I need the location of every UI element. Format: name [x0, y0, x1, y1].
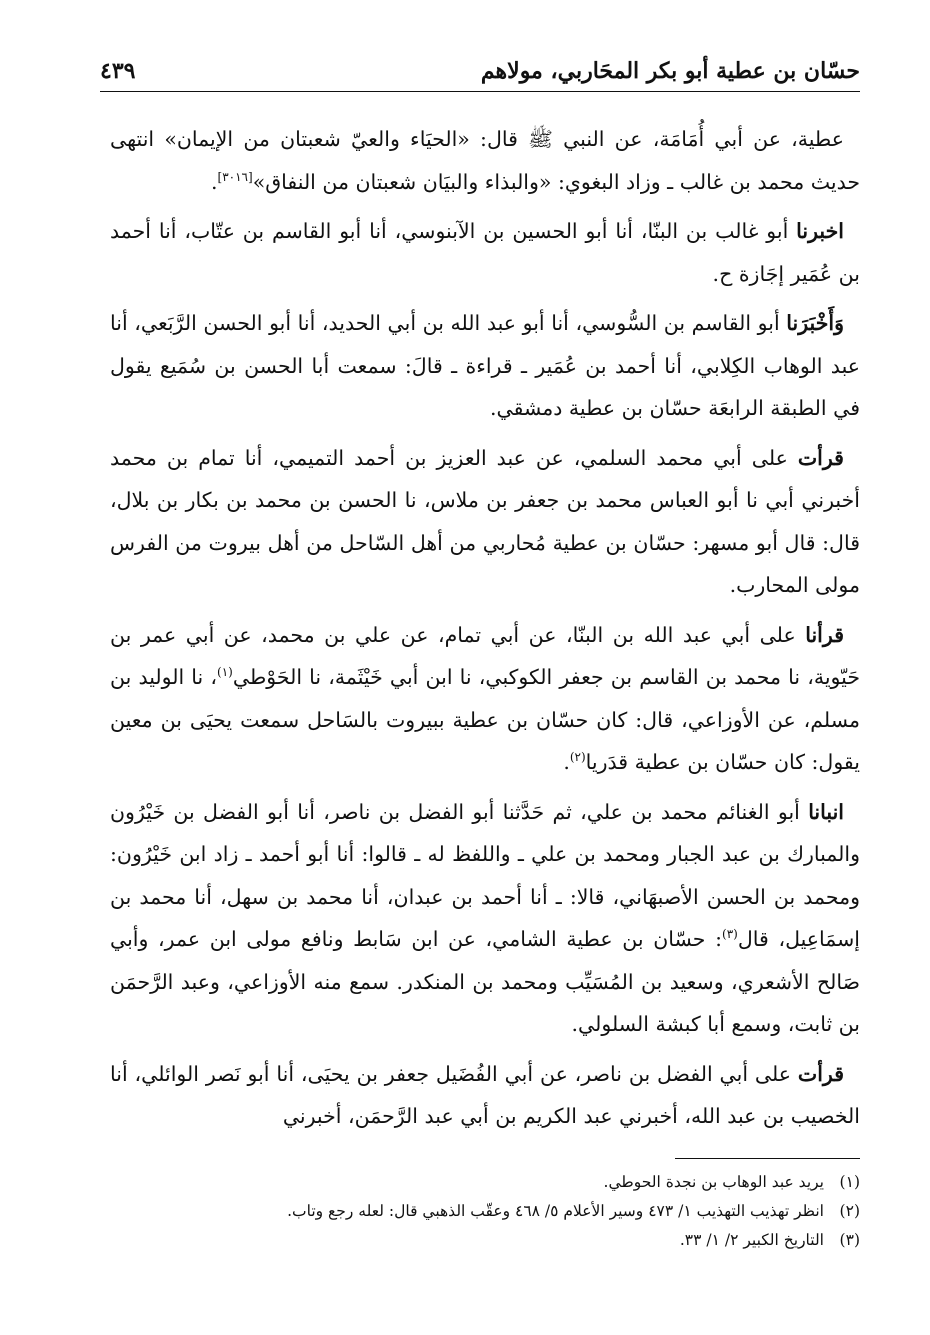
narration-lead: انبانا — [808, 799, 844, 824]
footnote-marker[interactable]: (٢) — [569, 750, 586, 765]
page-number: ٤٣٩ — [100, 58, 136, 84]
paragraph-text-continued: : حسّان بن عطية الشامي، عن ابن سَابط ونافع مولى ابن عمر، وأبي صَالح الأشعري، وسعيد بن المُسَيِّب ومحمد بن المنكدر. سمع منه الأوزاعي، وعبد الرَّحمَن بن ثابت، وسمع أبا كبشة السلولي. — [110, 927, 860, 1036]
main-text — [110, 118, 860, 1145]
footnote-number: (٢) — [839, 1202, 860, 1220]
narration-lead: قرأنا — [805, 622, 844, 647]
footnote-text: انظر تهذيب التهذيب ١/ ٤٧٣ وسير الأعلام ٥/ ٤٦٨ وعقّب الذهبي قال: لعله رجع وتاب. — [287, 1202, 824, 1220]
paragraph-4 — [110, 437, 860, 607]
paragraph-text: أبو غالب بن البنّا، أنا أبو الحسين بن الآبنوسي، أنا أبو القاسم بن عتّاب، أنا أحمد بن عُمَير إجَازة ح. — [110, 219, 860, 286]
paragraph-7 — [110, 1053, 860, 1138]
header-rule — [100, 91, 860, 92]
reference-number: [٣٠١٦] — [217, 169, 253, 184]
footnote-item — [110, 1168, 860, 1197]
paragraph-text: على أبي محمد السلمي، عن عبد العزيز بن أحمد التميمي، أنا تمام بن محمد أخبرني أبي نا أبو العباس محمد بن جعفر بن ملاس، نا الحسن بن محمد بن بكار بن بلال، قال: قال أبو مسهر: حسّان بن عطية مُحاربي من أهل السّاحل من أهل بيروت من الفرس مولى المحارب. — [110, 445, 860, 597]
page-header — [100, 50, 860, 90]
footnote-marker[interactable]: (٣) — [722, 927, 738, 942]
footnote-marker[interactable]: (١) — [217, 665, 233, 680]
footnote-text: التاريخ الكبير ٢/ ١/ ٣٣. — [679, 1231, 824, 1249]
footnote-number: (١) — [839, 1173, 860, 1191]
paragraph-2 — [110, 210, 860, 295]
paragraph-5 — [110, 614, 860, 784]
paragraph-tail: . — [563, 750, 570, 774]
narration-lead: قرأت — [797, 445, 844, 470]
paragraph-3 — [110, 302, 860, 430]
narration-lead: قرأت — [797, 1061, 844, 1086]
running-title: حسّان بن عطية أبو بكر المحَاربي، مولاهم — [480, 58, 860, 84]
footnote-number: (٣) — [839, 1231, 860, 1249]
paragraph-text: عطية، عن أبي أُمَامَة، عن النبي ﷺ قال: «الحيَاء والعيّ شعبتان من الإيمان» انتهى حديث محمد بن غالب ـ وزاد البغوي: «والبذاء والبيَان شعبتان من النفاق» — [110, 127, 860, 194]
paragraph-text-continued: ، نا الوليد بن مسلم، عن الأوزاعي، قال: كان حسّان بن عطية ببيروت بالسَاحل سمعت يحيَى بن معين يقول: كان حسّان بن عطية قدَريا — [110, 665, 860, 774]
footnotes — [110, 1168, 860, 1255]
footnote-rule — [675, 1158, 860, 1159]
paragraph-tail: . — [211, 169, 218, 194]
paragraph-1 — [110, 118, 860, 203]
footnote-item — [110, 1226, 860, 1255]
paragraph-text: على أبي عبد الله بن البنّا، عن أبي تمام، عن علي بن محمد، عن أبي عمر بن حَيّوية، نا محمد بن القاسم بن جعفر الكوكبي، نا ابن أبي خَيْثَمة، نا الحَوْطي — [110, 622, 860, 689]
paragraph-text: على أبي الفضل بن ناصر، عن أبي الفُضَيل جعفر بن يحيَى، أنا أبو نَصر الوائلي، أنا الخصيب بن عبد الله، أخبرني عبد الكريم بن أبي عبد الرَّحمَن، أخبرني — [110, 1061, 860, 1128]
footnote-text: يريد عبد الوهاب بن نجدة الحوطي. — [603, 1173, 824, 1191]
narration-lead: اخبرنا — [796, 219, 844, 243]
narration-lead: وَأَخْبَرَنا — [786, 311, 844, 335]
paragraph-6 — [110, 791, 860, 1046]
paragraph-text: أبو القاسم بن السُّوسي، أنا أبو عبد الله بن أبي الحديد، أنا أبو الحسن الرَّبَعي، أنا عبد الوهاب الكِلابي، أنا أحمد بن عُمَير ـ قراءة ـ قالَ: سمعت أبا الحسن بن سُمَيع يقول في الطبقة الرابعَة حسّان بن عطية دمشقي. — [110, 311, 860, 420]
footnote-item — [110, 1197, 860, 1226]
paragraph-text: أبو الغنائم محمد بن علي، ثم حَدَّثنا أبو الفضل بن ناصر، أنا أبو الفضل بن خَيْرُون والمبارك بن عبد الجبار ومحمد بن علي ـ واللفظ له ـ قالوا: أنا أبو أحمد ـ زاد ابن خَيْرُون: ومحمد بن الحسن الأصبهَاني، قالا: ـ أنا أحمد بن عبدان، أنا محمد بن سهل، أنا محمد بن إسمَاعِيل، قال — [110, 799, 860, 951]
